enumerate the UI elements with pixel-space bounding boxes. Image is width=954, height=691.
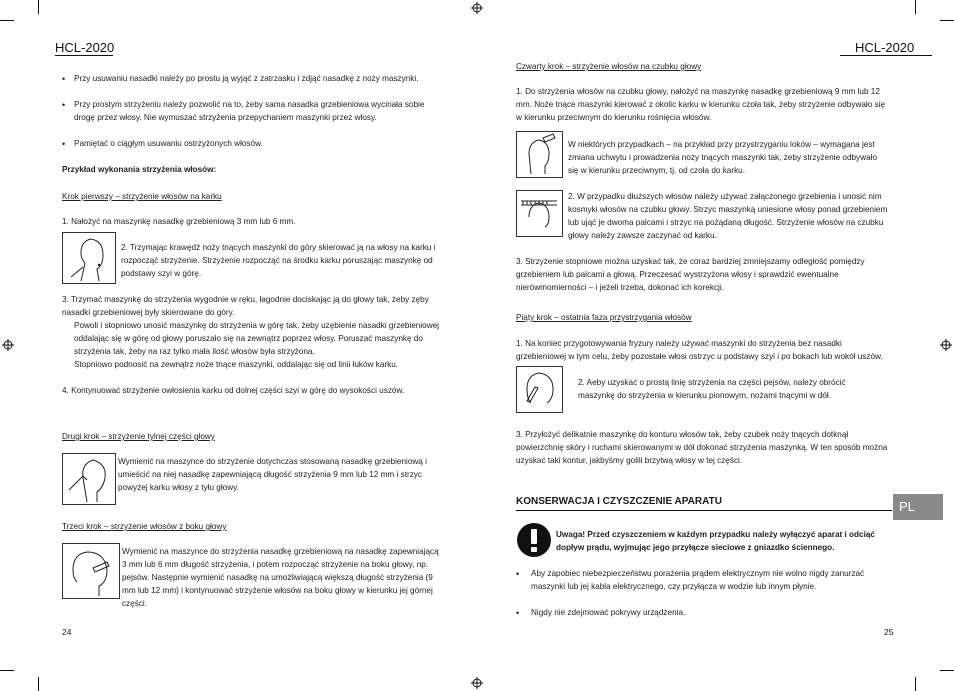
- bullet-text: Przy prostym strzyżeniu należy pozwolić na to, żeby sama nasadka grzebieniowa wycinała sobie drogę przez włosy. Nie wymuszać strzyżenia przepychaniem maszynki przez włosy.: [74, 100, 425, 122]
- language-tab: PL: [893, 494, 943, 520]
- header-rule: [55, 55, 113, 56]
- exclamation-icon: [516, 522, 552, 558]
- step5-item-2: 2. Aeby uzyskać o prostą linię strzyżenia na części pejsów, należy obrócić maszynkę do strzyżenia w kierunku pionowym, nożami tnącymi w dół.: [578, 378, 846, 400]
- step4-note: W niektórych przypadkach – na przykład przy przystrzyganiu loków – wymagana jest zmiana uchwytu i prowadzenia noży tnących maszynki tak, żeby strzyżenie odbywało się w kierunku przeciwnym, tj. od czoła do karku.: [568, 140, 877, 175]
- step1-title: Krok pierwszy – strzyżenie włosów na karku: [62, 192, 222, 201]
- crop-mark: [0, 670, 14, 671]
- left-page-header: HCL-2020: [55, 40, 115, 55]
- section-rule: [516, 510, 892, 511]
- header-rule: [840, 55, 932, 56]
- step3-text: Wymienić na maszynce do strzyżenia nasadkę grzebieniową na nasadkę zapewniającą 3 mm lub 6 mm długość strzyżenia, i potem rozpocząć strzyżenie na boku głowy, np. pejsów. Następnie wymienić nasadkę na umożliwiającą większą długość strzyżenia (9 mm lub 12 mm) i kontynuować strzyżenie włosów na boku głowy w kierunku jej górnej części.: [122, 547, 439, 608]
- crop-mark: [940, 20, 954, 21]
- illustration-comb-head: [516, 190, 563, 237]
- illustration-top-head: [516, 131, 563, 178]
- illustration-neck-trim: [62, 232, 116, 284]
- bullet: •: [62, 100, 66, 110]
- step5-item-1: 1. Na koniec przygotowywania fryzury należy używać maszynki do strzyżenia bez nasadki grzebieniowej w tym celu, żeby pozostałe włosi ostrzyc u podstawy szyi i po bokach lub wokół uszów.: [516, 339, 883, 361]
- crop-mark: [38, 0, 39, 14]
- page-number-right: 25: [884, 627, 894, 637]
- step4-item-2: 2. W przypadku dłuższych włosów należy używać załączonego grzebienia i unosić nim kosmyki włosów na czubku głowy. Strzyc maszynką uniesione włosy ponad grzebieniem lub ująć je dwoma palcami i strzyc na pożądaną długość. Strzyżenie włosów na czubku głowy należy zawsze zaczynać od karku.: [568, 192, 888, 240]
- bullet: •: [62, 139, 66, 149]
- crop-mark: [0, 20, 14, 21]
- step2-text: Wymienić na maszynce do strzyżenie dotychczas stosowaną nasadkę grzebieniową i umieścić na niej nasadkę zapewniającą długość strzyżenia 9 mm lub 12 mm i strzyc powyżej karku włosy z tyłu głowy.: [118, 457, 427, 492]
- step3-title: Trzeci krok – strzyżenie włosów z boku głowy: [62, 522, 227, 531]
- registration-mark-icon: [471, 677, 483, 689]
- maintenance-bullet-1: Aby zapobiec niebezpieczeństwu porażenia prądem elektrycznym nie wolno nigdy zanurzać maszynki lub jej kabla elektrycznego, czy przyłącza w wodzie lub innym płynie.: [531, 569, 865, 591]
- section-title: KONSERWACJA I CZYSZCZENIE APARATU: [516, 496, 722, 507]
- step4-title: Czwarty krok – strzyżenie włosów na czubku głowy: [516, 62, 702, 71]
- step5-title: Piąty krok – ostatnia faza przystrzygania włosów: [516, 313, 692, 322]
- page-number-left: 24: [62, 627, 72, 637]
- illustration-side-head: [62, 543, 120, 599]
- bullet: •: [516, 608, 520, 618]
- illustration-back-head: [62, 453, 116, 505]
- step1-item-4: 4. Kontynuować strzyżenie owłosienia karku od dolnej części szyi w górę do wysokości uszów.: [62, 386, 405, 395]
- bullet: •: [516, 569, 520, 579]
- crop-mark: [915, 0, 916, 14]
- bullet-text: Przy usuwaniu nasadki należy po prostu ją wyjąć z zatrzasku i zdjąć nasadkę z noży maszynki.: [74, 74, 419, 83]
- step1-item-3: 3. Trzymać maszynkę do strzyżenia wygodnie w ręku, łagodnie dociskając ją do głowy tak, żeby zęby nasadki grzebieniowej były skierowane do góry.: [62, 295, 429, 317]
- step4-item-1: 1. Do strzyżenia włosów na czubku głowy, nałożyć na maszynkę nasadkę grzebieniową 9 mm lub 12 mm. Noże tnące maszynki kierować z okolic karku w kierunku czoła tak, żeby strzyżenie odbywało się w kierunku przeciwnym do kierunku rośnięcia włosów.: [516, 87, 886, 122]
- step1-item-3-cont: Powoli i stopniowo unosić maszynkę do strzyżenia w górę tak, żeby uzębienie nasadki grzebieniowej oddalając się w górę od głowy poruszało się na zewnątrz poprzez włosy. Poruszać maszynkę do strzyżenia tak, żeby na raz tylko mała ilość włosów była strzyżona.: [74, 321, 439, 356]
- bullet: •: [62, 74, 66, 84]
- step1-item-2: 2. Trzymając krawędź noży tnących maszynki do góry skierować ją na włosy na karku i rozpocząć strzyżenie. Strzyżenie rozpocząć na środku karku poruszając maszynkę od podstawy szyi w górę.: [121, 243, 436, 278]
- illustration-sideburn: [516, 366, 563, 413]
- bullet-text: Pamiętać o ciągłym usuwaniu ostrzyżonych włosów.: [74, 139, 263, 148]
- step1-item-1: 1. Nałożyć na maszynkę nasadkę grzebieniową 3 mm lub 6 mm.: [62, 217, 296, 226]
- registration-mark-icon: [471, 2, 483, 14]
- registration-mark-icon: [2, 339, 14, 351]
- step1-item-3-cont2: Stopniowo podnosić na zewnątrz noże tnące maszynki, oddalając się od linii łuków karku.: [74, 360, 399, 369]
- crop-mark: [38, 677, 39, 691]
- registration-mark-icon: [940, 339, 952, 351]
- warning-text: Uwaga! Przed czyszczeniem w każdym przypadku należy wyłączyć aparat i odciąć dopływ prądu, wyjmując jego przyłącze sieciowe z gniazdko ściennego.: [556, 530, 875, 552]
- step4-item-3: 3. Strzyżenie stopniowe można uzyskać tak, że coraz bardziej zmniejszamy odległość pomiędzy grzebieniem lub palcami a głową. Przeczesać wystrzyżona włosy i sprawdzić ewentualne nierówmomierności – i jeżeli trzeba, dokonać ich korekcji.: [516, 257, 865, 292]
- crop-mark: [915, 677, 916, 691]
- crop-mark: [940, 670, 954, 671]
- step5-item-3: 3. Przyłożyć delikatnie maszynkę do konturu włosów tak, żeby czubek noży tnących dotknął powierzchnię skóry i ruchami skierowanymi w dół dokonać strzyżenia maszynką. W ten sposób można uzyskać taki kontur, jakbyśmy golili brzytwą włosy w tej części.: [516, 430, 888, 465]
- maintenance-bullet-2: Nigdy nie zdejmować pokrywy urządzenia.: [531, 608, 686, 617]
- step2-title: Drugi krok – strzyżenie tylnej części głowy: [62, 432, 215, 441]
- example-title: Przykład wykonania strzyżenia włosów:: [62, 165, 217, 174]
- right-page-header: HCL-2020: [855, 40, 915, 55]
